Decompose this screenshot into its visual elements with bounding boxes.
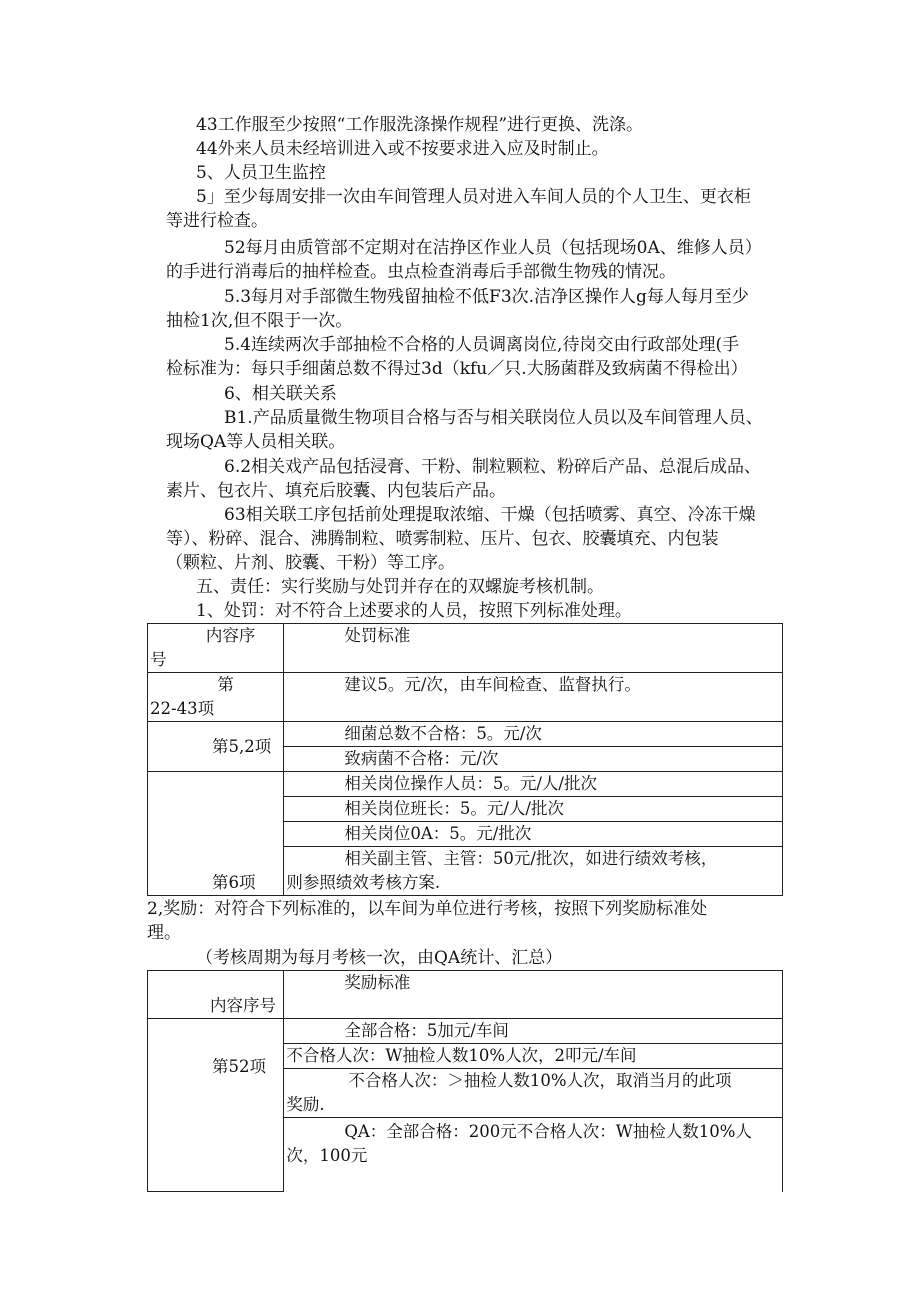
- reward-table-header: [148, 971, 783, 1019]
- reward-table: [147, 970, 783, 1192]
- section-5-title: 5、人员卫生监控: [196, 163, 326, 183]
- penalty-row-2-right-2: 致病菌不合格：元/次: [284, 747, 783, 772]
- penalty-row-3-right-4-line2: 则参照绩效考核方案.: [286, 873, 441, 892]
- paragraph-5-3-line1: 5.3每月对手部微生物残留抽检不低F3次.洁净区操作人g每人每月至少: [224, 287, 749, 307]
- penalty-header-left-line1: 内容序: [205, 626, 256, 645]
- penalty-row-2a: [148, 722, 783, 747]
- reward-row-1-right-3-line1: 不合格人次：＞抽检人数10%人次，取消当月的此项: [348, 1071, 732, 1090]
- reward-row-1-left: [148, 1019, 284, 1192]
- penalty-row-3a: [148, 772, 783, 797]
- paragraph-5-2-line1: 52每月由质管部不定期对在洁挣区作业人员（包括现场0A、维修人员）: [224, 238, 762, 258]
- reward-note: （考核周期为每月考核一次，由QA统计、汇总）: [196, 948, 563, 968]
- reward-row-1-right-4: [284, 1118, 783, 1192]
- paragraph-6-2-line1: 6.2相关戏产品包括浸膏、干粉、制粒颗粒、粉碎后产品、总混后成品、: [224, 457, 762, 477]
- reward-intro-line2: 理。: [147, 923, 181, 943]
- section-responsibility: 五、责任：实行奖励与处罚并存在的双螺旋考核机制。: [196, 577, 604, 597]
- paragraph-6-3-line3: （颗粒、片剂、胶囊、干粉）等工序。: [166, 553, 455, 573]
- penalty-row-3-left: [148, 772, 284, 896]
- paragraph-5-2-line2: 的手进行消毒后的抽样检查。虫点检查消毒后手部微生物残的情况。: [166, 262, 676, 282]
- paragraph-6-2-line2: 素片、包衣片、填充后胶囊、内包装后产品。: [166, 481, 506, 501]
- reward-row-1-right-3: [284, 1069, 783, 1118]
- penalty-header-left: [148, 624, 284, 673]
- penalty-row-2-left-label: 第5,2项: [212, 736, 272, 756]
- penalty-row-3-right-2: 相关岗位班长：5。元/人/批次: [284, 797, 783, 822]
- penalty-row-1-left-line1: 第: [217, 675, 234, 694]
- reward-row-1-left-label: 第52项: [212, 1057, 266, 1076]
- penalty-row-3-right-3: 相关岗位0A：5。元/批次: [284, 822, 783, 847]
- penalty-row-3-right-4: [284, 847, 783, 896]
- paragraph-5-3-line2: 抽检1次,但不限于一次。: [166, 311, 353, 331]
- penalty-row-2-left: [148, 722, 284, 772]
- penalty-table-header: [148, 624, 783, 673]
- reward-row-1-right-3-line2: 奖励.: [286, 1095, 325, 1114]
- reward-row-1-right-4-line1: QA：全部合格：200元不合格人次：W抽检人数10%人: [344, 1122, 752, 1141]
- penalty-header-right: 处罚标准: [284, 624, 783, 673]
- reward-header-left-label: 内容序号: [210, 996, 276, 1015]
- reward-row-1-right-1: 全部合格：5加元/车间: [284, 1019, 783, 1044]
- penalty-row-1-left-line2: 22-43项: [150, 699, 215, 718]
- penalty-row-2-right-1: 细菌总数不合格：5。元/次: [284, 722, 783, 747]
- paragraph-6-1-line2: 现场QA等人员相关联。: [166, 432, 346, 452]
- paragraph-5-4-line1: 5.4连续两次手部抽检不合格的人员调离岗位,待岗交由行政部处理(手: [224, 335, 740, 355]
- paragraph-5-4-line2: 检标准为：每只手细菌总数不得过3d（kfu／只.大肠菌群及致病菌不得检出）: [166, 359, 748, 379]
- penalty-intro: 1、处罚：对不符合上述要求的人员，按照下列标准处理。: [196, 601, 632, 621]
- reward-row-1-right-4-line2: 次，100元: [286, 1146, 368, 1165]
- paragraph-6-1-line1: B1.产品质量微生物项目合格与否与相关联岗位人员以及车间管理人员、: [224, 408, 763, 428]
- penalty-row-3-right-4-line1: 相关副主管、主管：50元/批次，如进行绩效考核，: [344, 849, 718, 868]
- penalty-header-left-line2: 号: [150, 650, 167, 669]
- reward-header-left: [148, 971, 284, 1019]
- paragraph-5-1-line1: 5」至少每周安排一次由车间管理人员对进入车间人员的个人卫生、更衣柜: [196, 187, 751, 207]
- penalty-row-1-right: 建议5。元/次，由车间检查、监督执行。: [284, 673, 783, 722]
- penalty-row-3-left-label: 第6项: [212, 873, 256, 892]
- penalty-table: [147, 623, 783, 896]
- paragraph-5-1-line2: 等进行检查。: [166, 211, 268, 231]
- reward-row-1-right-2: 不合格人次：W抽检人数10%人次，2叩元/车间: [284, 1044, 783, 1069]
- penalty-row-1-left: [148, 673, 284, 722]
- reward-header-right: 奖励标准: [284, 971, 783, 1019]
- paragraph-6-3-line2: 等）、粉碎、混合、沸腾制粒、喷雾制粒、压片、包衣、胶囊填充、内包装: [166, 529, 719, 549]
- paragraph-4-3: 43工作服至少按照“工作服洗涤操作规程”进行更换、洗涤。: [196, 115, 644, 135]
- penalty-row-1: [148, 673, 783, 722]
- paragraph-6-3-line1: 63相关联工序包括前处理提取浓缩、干燥（包括喷雾、真空、冷冻干燥: [224, 505, 756, 525]
- section-6-title: 6、相关联关系: [224, 384, 337, 404]
- reward-intro-line1: 2,奖励：对符合下列标准的，以车间为单位进行考核，按照下列奖励标准处: [147, 899, 708, 919]
- paragraph-4-4: 44外来人员未经培训进入或不按要求进入应及时制止。: [196, 139, 609, 159]
- penalty-row-3-right-1: 相关岗位操作人员：5。元/人/批次: [284, 772, 783, 797]
- reward-row-1a: [148, 1019, 783, 1044]
